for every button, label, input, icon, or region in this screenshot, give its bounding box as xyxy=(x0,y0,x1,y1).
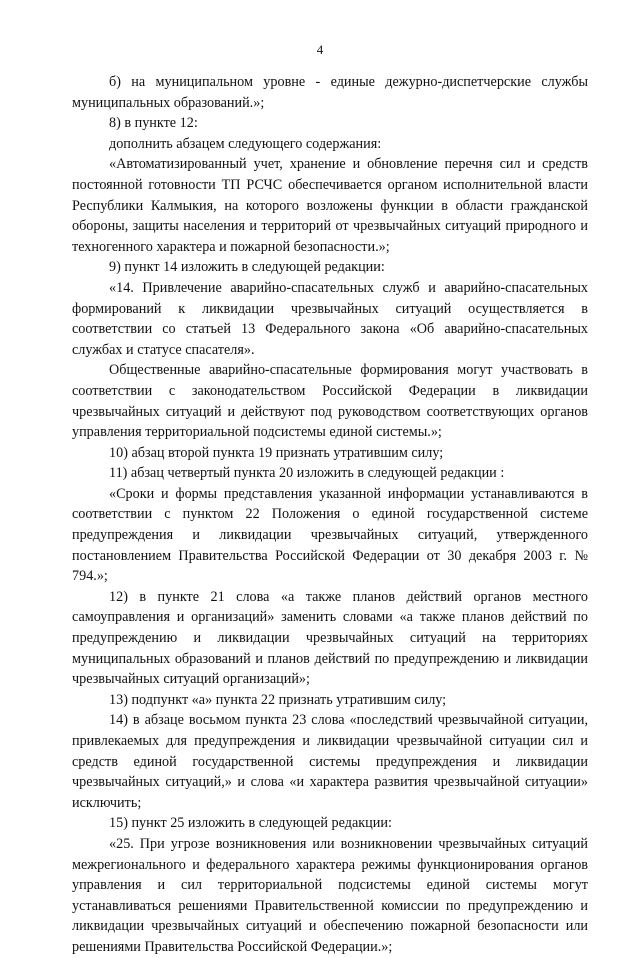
document-body xyxy=(72,72,588,958)
paragraph: 10) абзац второй пункта 19 признать утратившим силу; xyxy=(109,444,444,461)
paragraph: 8) в пункте 12: xyxy=(109,115,198,132)
paragraph: дополнить абзацем следующего содержания: xyxy=(109,135,382,152)
paragraph: «14. Привлечение аварийно-спасательных служб и аварийно-спасательных формирований к ликвидации чрезвычайных ситуаций осуществляется в соответствии со статьей 13 Федерального закона «Об аварийно-спасательных службах и статусе спасателя». xyxy=(72,279,588,358)
paragraph: «Автоматизированный учет, хранение и обновление перечня сил и средств постоянной готовности ТП РСЧС обеспечивается органом исполнительной власти Республики Калмыкия, на которого возложены функции в области гражданской обороны, защиты населения и территорий от чрезвычайных ситуаций природного и техногенного характера и пожарной безопасности.»; xyxy=(72,156,588,255)
paragraph: Общественные аварийно-спасательные формирования могут участвовать в соответствии с законодательством Российской Федерации в ликвидации чрезвычайных ситуаций и действуют под руководством соответствующих органов управления территориальной подсистемы единой системы.»; xyxy=(72,362,588,441)
paragraph: 12) в пункте 21 слова «а также планов действий органов местного самоуправления и организаций» заменить словами «а также планов действий по предупреждению и ликвидации чрезвычайных ситуаций на территориях муниципальных образований и планов действий по предупреждению и ликвидации чрезвычайных ситуаций организаций»; xyxy=(72,588,588,688)
paragraph: 15) пункт 25 изложить в следующей редакции: xyxy=(109,815,392,832)
paragraph: 11) абзац четвертый пункта 20 изложить в следующей редакции : xyxy=(109,465,505,482)
paragraph: 13) подпункт «а» пункта 22 признать утратившим силу; xyxy=(109,691,447,708)
paragraph: 14) в абзаце восьмом пункта 23 слова «последствий чрезвычайной ситуации, привлекаемых для предупреждения и ликвидации чрезвычайной ситуации сил и средств единой государственной системы предупреждения и ликвидации чрезвычайных ситуаций,» и слова «и характера развития чрезвычайной ситуации» исключить; xyxy=(72,712,588,811)
paragraph: «25. При угрозе возникновения или возникновении чрезвычайных ситуаций межрегионального и федерального характера режимы функционирования органов управления и сил территориальной подсистемы единой системы могут устанавливаться решениями Правительственной комиссии по предупреждению и ликвидации чрезвычайных ситуаций и обеспечению пожарной безопасности или решениями Правительства Российской Федерации.»; xyxy=(72,835,588,955)
page-number: 4 xyxy=(316,42,324,57)
paragraph: б) на муниципальном уровне - единые дежурно-диспетчерские службы муниципальных образований.»; xyxy=(72,74,588,111)
paragraph: 9) пункт 14 изложить в следующей редакции: xyxy=(109,259,385,276)
paragraph: «Сроки и формы представления указанной информации устанавливаются в соответствии с пунктом 22 Положения о единой государственной системе предупреждения и ликвидации чрезвычайных ситуаций, утвержденного постановлением Правительства Российской Федерации от 30 декабря 2003 г. № 794.»; xyxy=(72,485,588,585)
